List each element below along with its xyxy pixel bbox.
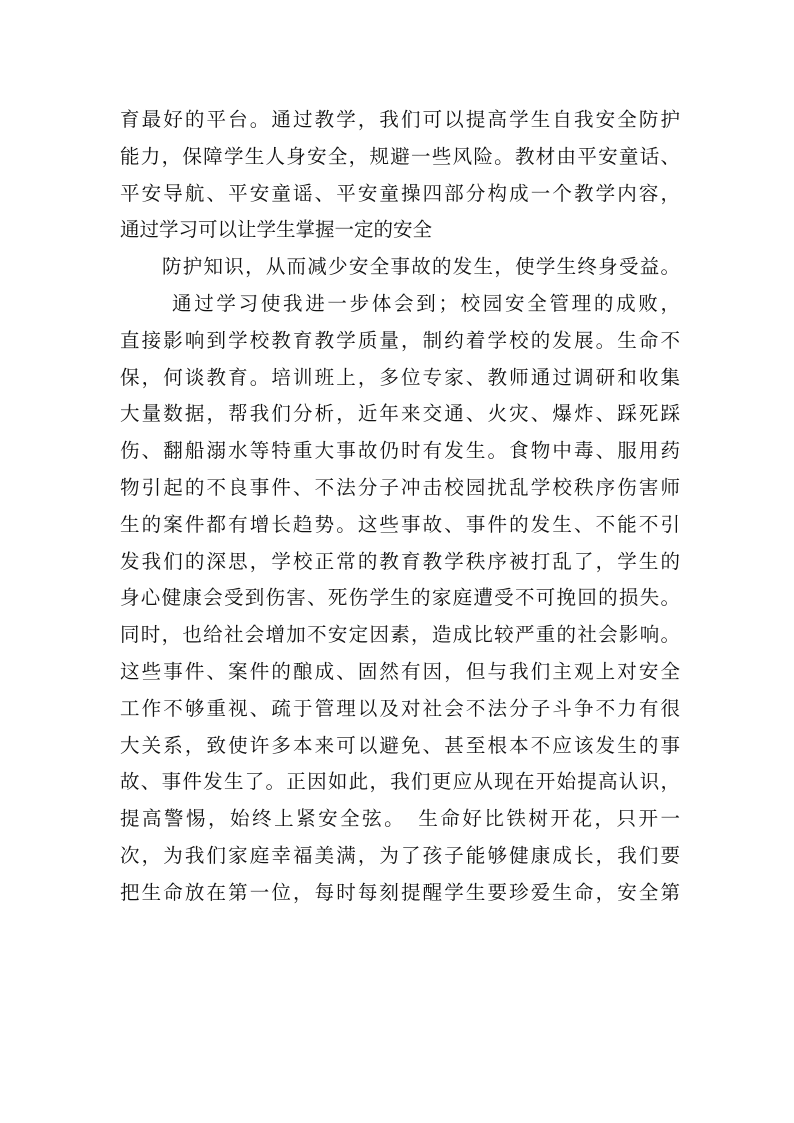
text-line: 保，何谈教育。培训班上，多位专家、教师通过调研和收集 (120, 365, 680, 389)
text-line: 把生命放在第一位，每时每刻提醒学生要珍爱生命，安全第 (120, 880, 680, 904)
text-line: 通过学习可以让学生掌握一定的安全 (120, 218, 433, 242)
text-line: 同时，也给社会增加不安定因素，造成比较严重的社会影响。 (120, 623, 680, 647)
text-line: 伤、翻船溺水等特重大事故仍时有发生。食物中毒、服用药 (120, 439, 680, 463)
text-line: 能力，保障学生人身安全，规避一些风险。教材由平安童话、 (120, 144, 680, 168)
text-line: 提高警惕，始终上紧安全弦。 生命好比铁树开花，只开一 (120, 807, 680, 831)
text-line: 故、事件发生了。正因如此，我们更应从现在开始提高认识， (120, 770, 680, 794)
text-line: 物引起的不良事件、不法分子冲击校园扰乱学校秩序伤害师 (120, 475, 680, 499)
paragraph-start-line: 防护知识，从而减少安全事故的发生，使学生终身受益。 (162, 255, 680, 279)
text-line: 大关系，致使许多本来可以避免、甚至根本不应该发生的事 (120, 733, 680, 757)
text-line: 大量数据，帮我们分析，近年来交通、火灾、爆炸、踩死踩 (120, 402, 680, 426)
text-line: 生的案件都有增长趋势。这些事故、事件的发生、不能不引 (120, 512, 680, 536)
text-line: 这些事件、案件的酿成、固然有因，但与我们主观上对安全 (120, 659, 680, 683)
text-line: 育最好的平台。通过教学，我们可以提高学生自我安全防护 (120, 108, 680, 131)
text-line: 平安导航、平安童谣、平安童操四部分构成一个教学内容， (120, 181, 680, 205)
text-line: 次，为我们家庭幸福美满，为了孩子能够健康成长，我们要 (120, 843, 680, 867)
text-line: 直接影响到学校教育教学质量，制约着学校的发展。生命不 (120, 328, 680, 352)
text-line: 身心健康会受到伤害、死伤学生的家庭遭受不可挽回的损失。 (120, 586, 680, 610)
body-text (120, 102, 680, 912)
paragraph-start-line: 通过学习使我进一步体会到；校园安全管理的成败， (172, 291, 680, 315)
text-line: 发我们的深思，学校正常的教育教学秩序被打乱了，学生的 (120, 549, 680, 573)
text-line: 工作不够重视、疏于管理以及对社会不法分子斗争不力有很 (120, 696, 680, 720)
